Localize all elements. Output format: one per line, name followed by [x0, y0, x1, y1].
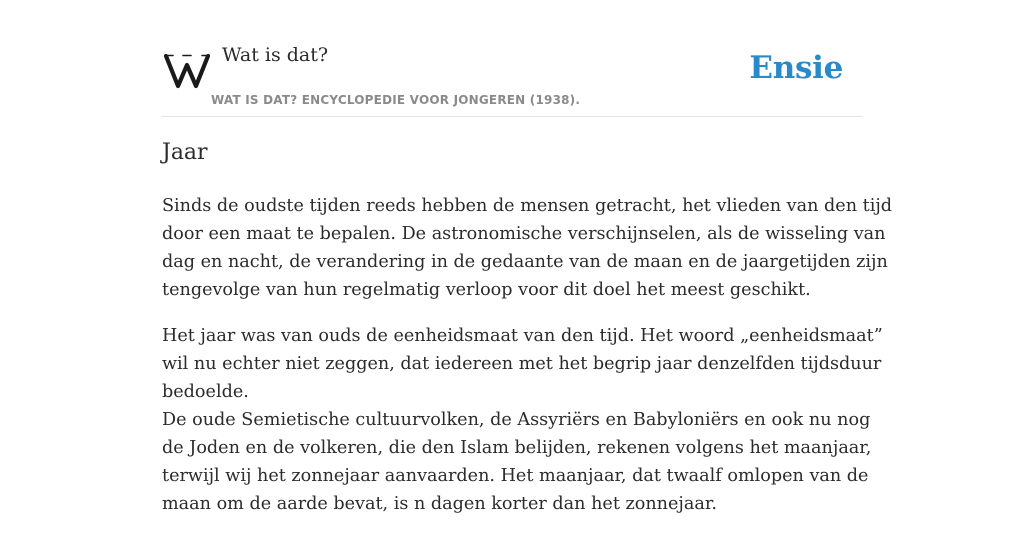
text-line: wil nu echter niet zeggen, dat iedereen met het begrip jaar denzelfden tijdsduur	[162, 354, 882, 374]
text-line: dag en nacht, de verandering in de gedaante van de maan en de jaargetijden zijn	[162, 252, 888, 272]
paragraph	[162, 192, 893, 304]
text-line: bedoelde.	[162, 382, 249, 402]
paragraph	[162, 322, 883, 518]
entry-title: Jaar	[162, 140, 208, 165]
page	[162, 0, 893, 514]
text-line: door een maat te bepalen. De astronomische verschijnselen, als de wisseling van	[162, 224, 886, 244]
w-logo-icon[interactable]	[164, 50, 210, 90]
text-line: De oude Semietische cultuurvolken, de Assyriërs en Babyloniërs en ook nu nog	[162, 410, 871, 430]
book-subtitle: WAT IS DAT? ENCYCLOPEDIE VOOR JONGEREN (1938).	[211, 93, 581, 107]
text-line: Sinds de oudste tijden reeds hebben de mensen getracht, het vlieden van den tijd	[162, 196, 893, 216]
book-title[interactable]: Wat is dat?	[222, 44, 329, 66]
brand-logo-link[interactable]: Ensie	[749, 50, 843, 86]
entry-content	[162, 192, 893, 536]
text-line: tengevolge van hun regelmatig verloop voor dit doel het meest geschikt.	[162, 280, 811, 300]
text-line: de Joden en de volkeren, die den Islam belijden, rekenen volgens het maanjaar,	[162, 438, 872, 458]
text-line: Het jaar was van ouds de eenheidsmaat van den tijd. Het woord „eenheidsmaat”	[162, 326, 883, 346]
header	[162, 0, 862, 117]
text-line: maan om de aarde bevat, is n dagen korter dan het zonnejaar.	[162, 494, 717, 514]
text-line: terwijl wij het zonnejaar aanvaarden. Het maanjaar, dat twaalf omlopen van de	[162, 466, 869, 486]
